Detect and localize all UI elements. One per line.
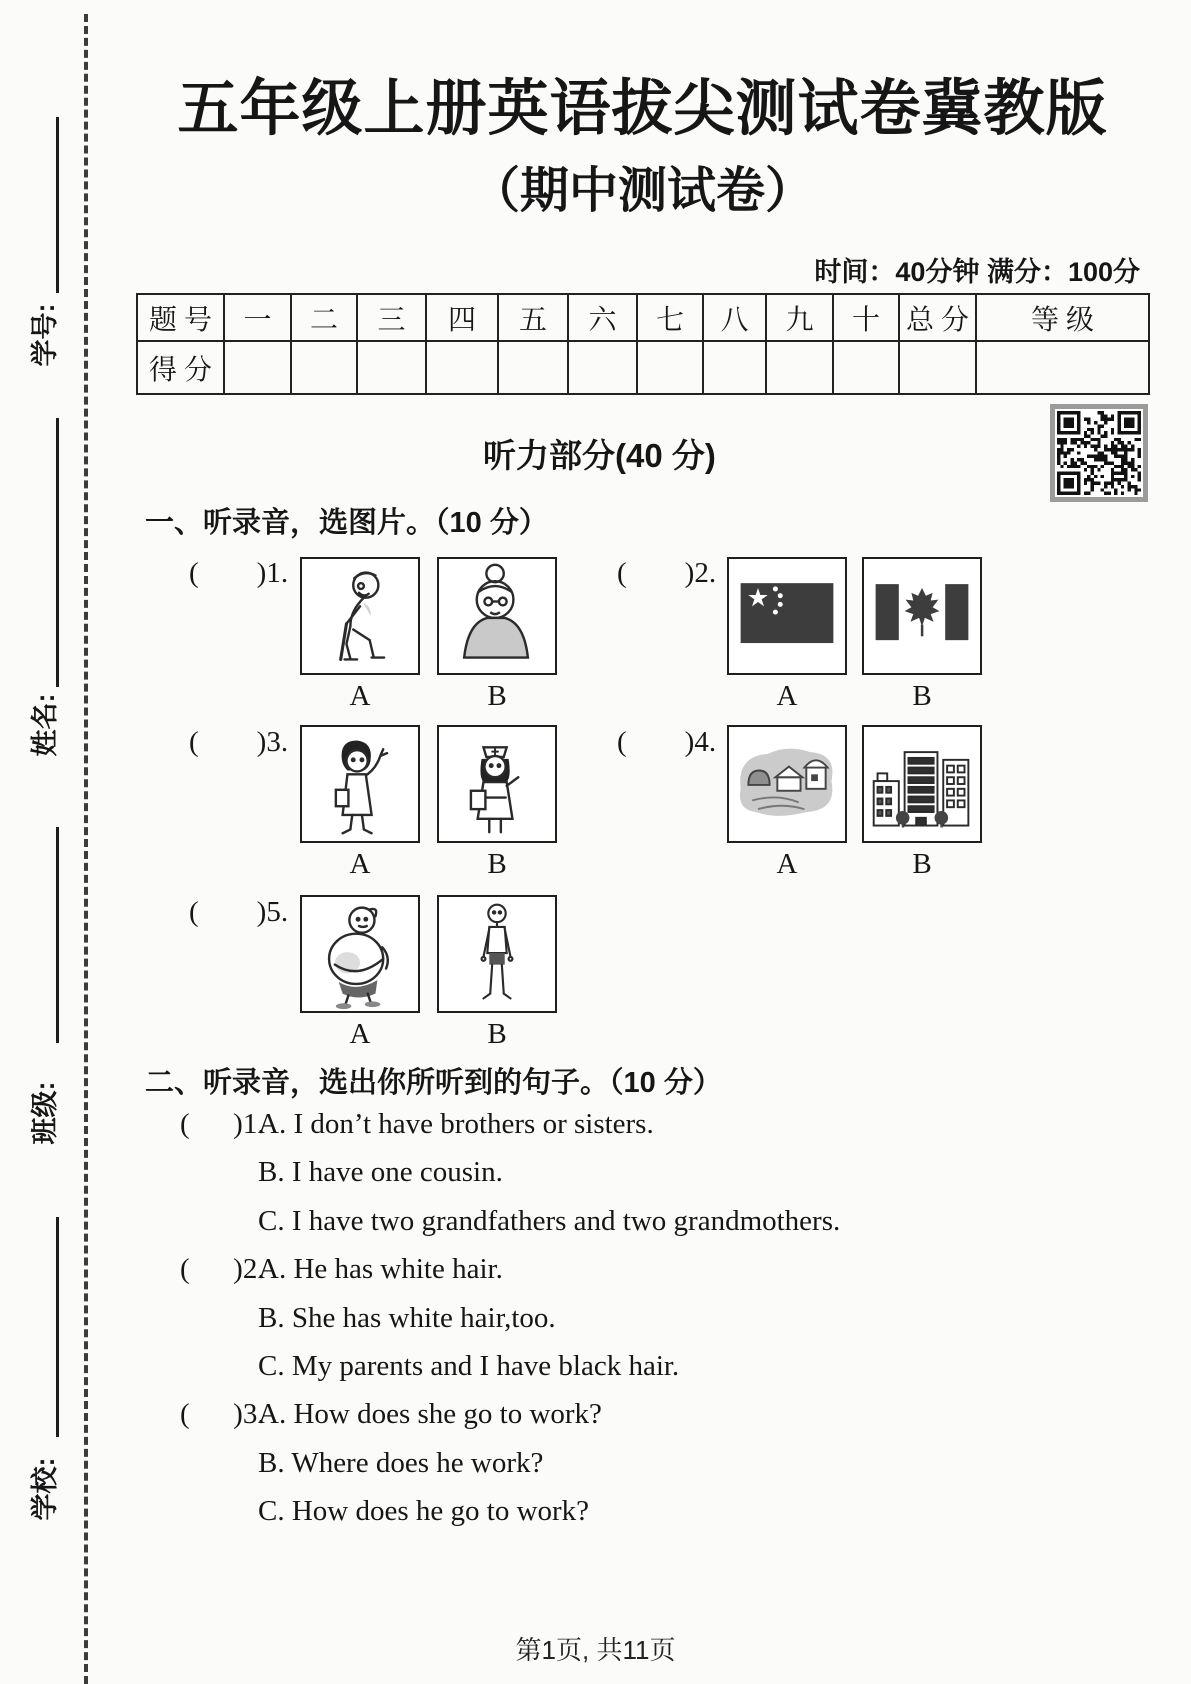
q3-option-a-figure xyxy=(300,725,420,881)
student-id-blank-line xyxy=(56,117,59,293)
q2-option-b-figure xyxy=(862,557,982,713)
q4-option-a-label: A xyxy=(776,848,798,880)
q1-answer-bracket: ( )1. xyxy=(180,1108,265,1140)
score-table-cell: 五 xyxy=(498,294,568,341)
score-blank-cell xyxy=(766,341,833,394)
s2-q3-line-a xyxy=(180,1390,1040,1438)
q2-answer-bracket: ( )2. xyxy=(180,1253,265,1286)
q1-option-b-figure xyxy=(437,557,557,713)
fat-man-icon xyxy=(300,895,420,1013)
score-blank-cell xyxy=(224,341,291,394)
q2-option-a-figure xyxy=(727,557,847,713)
q1-answer-bracket: ( )1. xyxy=(189,557,289,589)
section1-title: 一、听录音，选图片。（10 分） xyxy=(145,507,548,539)
score-blank-cell xyxy=(498,341,568,394)
q1-option-a-figure xyxy=(300,557,420,713)
q1-option-b: B. I have one cousin. xyxy=(258,1156,503,1189)
q2-option-b-label: B xyxy=(912,680,932,712)
score-table-cell: 六 xyxy=(568,294,637,341)
page-number: 第1页, 共11页 xyxy=(515,1635,676,1665)
s2-q2-line-a xyxy=(180,1245,1040,1293)
canada-flag-icon xyxy=(862,557,982,675)
q1-option-b-label: B xyxy=(487,680,507,712)
score-table-cell: 题 号 xyxy=(137,294,224,341)
score-blank-cell xyxy=(291,341,357,394)
score-blank-cell xyxy=(833,341,899,394)
old-woman-bust-icon xyxy=(437,557,557,675)
score-table-cell: 十 xyxy=(833,294,899,341)
score-blank-cell xyxy=(357,341,426,394)
time-and-score-info: 时间：40分钟 满分：100分 xyxy=(814,257,1140,287)
score-table-cell: 三 xyxy=(357,294,426,341)
score-table-cell: 八 xyxy=(703,294,766,341)
score-table-cell: 一 xyxy=(224,294,291,341)
score-table xyxy=(136,293,1150,395)
section2-title: 二、听录音，选出你所听到的句子。（10 分） xyxy=(145,1067,722,1099)
score-table-cell: 等 级 xyxy=(976,294,1149,341)
score-blank-cell xyxy=(568,341,637,394)
score-table-cell: 得 分 xyxy=(137,341,224,394)
china-flag-icon xyxy=(727,557,847,675)
score-blank-cell xyxy=(703,341,766,394)
school-blank-line xyxy=(56,1217,59,1437)
score-table-score-row xyxy=(137,341,1149,394)
score-blank-cell xyxy=(426,341,498,394)
qr-code xyxy=(1050,404,1148,502)
q1-option-a: A. I don’t have brothers or sisters. xyxy=(258,1108,654,1140)
q3-option-b-figure xyxy=(437,725,557,881)
score-table-cell: 九 xyxy=(766,294,833,341)
q5-option-a-label: A xyxy=(349,1018,371,1050)
score-blank-cell xyxy=(899,341,976,394)
page-subtitle: （期中测试卷） xyxy=(470,164,814,218)
score-table-cell: 七 xyxy=(637,294,703,341)
score-table-cell: 二 xyxy=(291,294,357,341)
q1-option-a-label: A xyxy=(349,680,371,712)
seal-dashed-line xyxy=(84,14,88,1684)
score-table-header-row xyxy=(137,294,1149,341)
section2-questions xyxy=(180,1100,1040,1536)
name-blank-line xyxy=(56,418,59,687)
woman-waving-with-book-icon xyxy=(300,725,420,843)
q4-option-b-figure xyxy=(862,725,982,881)
listening-part-heading: 听力部分(40 分) xyxy=(483,437,716,474)
q1-option-c: C. I have two grandfathers and two grandmothers. xyxy=(258,1204,841,1237)
class-blank-line xyxy=(56,827,59,1043)
q5-option-b-figure xyxy=(437,895,557,1051)
score-blank-cell xyxy=(637,341,703,394)
q2-answer-bracket: ( )2. xyxy=(617,557,717,589)
q2-option-a-label: A xyxy=(776,680,798,712)
q3-answer-bracket: ( )3. xyxy=(180,1398,265,1431)
score-blank-cell xyxy=(976,341,1149,394)
score-table-cell: 四 xyxy=(426,294,498,341)
q2-option-a: A. He has white hair. xyxy=(258,1253,503,1286)
school-label: 学校: xyxy=(30,1457,60,1521)
score-table-cell: 总 分 xyxy=(899,294,976,341)
q5-option-a-figure xyxy=(300,895,420,1051)
q4-option-b-label: B xyxy=(912,848,932,880)
q4-option-a-figure xyxy=(727,725,847,881)
q3-option-a: A. How does she go to work? xyxy=(258,1398,602,1431)
q3-option-b: B. Where does he work? xyxy=(258,1446,544,1479)
q2-option-b: B. She has white hair,too. xyxy=(258,1301,556,1334)
old-man-with-cane-icon xyxy=(300,557,420,675)
student-id-label: 学号: xyxy=(30,303,60,367)
city-buildings-icon xyxy=(862,725,982,843)
q5-option-b-label: B xyxy=(487,1018,507,1050)
q4-answer-bracket: ( )4. xyxy=(617,726,717,758)
q3-option-a-label: A xyxy=(349,848,371,880)
thin-man-icon xyxy=(437,895,557,1013)
q3-option-b-label: B xyxy=(487,848,507,880)
countryside-houses-icon xyxy=(727,725,847,843)
q2-option-c: C. My parents and I have black hair. xyxy=(258,1350,680,1383)
q3-answer-bracket: ( )3. xyxy=(189,726,289,758)
q3-option-c: C. How does he go to work? xyxy=(258,1495,590,1528)
class-label: 班级: xyxy=(30,1081,60,1145)
q5-answer-bracket: ( )5. xyxy=(189,896,289,928)
name-label: 姓名: xyxy=(30,693,60,757)
s2-q1-line-a xyxy=(180,1100,1040,1148)
page-title: 五年级上册英语拔尖测试卷冀教版 xyxy=(177,74,1108,142)
nurse-icon xyxy=(437,725,557,843)
